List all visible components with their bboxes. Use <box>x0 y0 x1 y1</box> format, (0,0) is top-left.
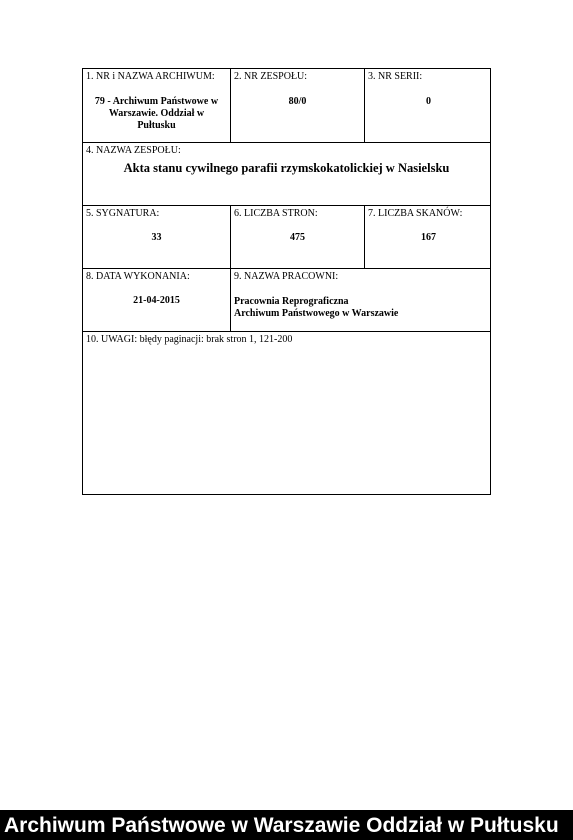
row-archive <box>83 69 490 143</box>
footer-banner <box>0 810 573 840</box>
fond-number-label: 2. NR ZESPOŁU: <box>234 71 308 82</box>
cell-signature <box>83 206 231 268</box>
signature-label: 5. SYGNATURA: <box>86 208 160 219</box>
metadata-card <box>82 68 491 495</box>
cell-archive <box>83 69 231 142</box>
archive-label: 1. NR i NAZWA ARCHIWUM: <box>86 71 215 82</box>
workshop-label: 9. NAZWA PRACOWNI: <box>234 271 339 282</box>
notes-value: błędy paginacji: brak stron 1, 121-200 <box>139 334 293 345</box>
fond-number-value: 80/0 <box>288 96 307 107</box>
cell-workshop <box>231 269 492 331</box>
notes-label: 10. UWAGI: <box>86 334 138 345</box>
row-date <box>83 269 490 332</box>
notes-text <box>86 334 292 345</box>
date-label: 8. DATA WYKONANIA: <box>86 271 190 282</box>
footer-text: Archiwum Państwowe w Warszawie Oddział w Pułtusku <box>4 814 559 837</box>
series-number-value: 0 <box>426 96 431 107</box>
row-notes <box>83 332 490 494</box>
series-number-label: 3. NR SERII: <box>368 71 423 82</box>
signature-value: 33 <box>151 232 162 243</box>
cell-fond-number <box>231 69 365 142</box>
workshop-value-line2: Archiwum Państwowego w Warszawie <box>234 308 399 319</box>
row-signature <box>83 206 490 269</box>
page-count-value: 475 <box>290 232 305 243</box>
cell-date <box>83 269 231 331</box>
archive-value: 79 - Archiwum Państwowe w Warszawie. Oddział w Pułtusku <box>94 96 219 131</box>
cell-page-count <box>231 206 365 268</box>
cell-scan-count <box>365 206 492 268</box>
workshop-value-line1: Pracownia Reprograficzna <box>234 296 349 307</box>
fond-name-label: 4. NAZWA ZESPOŁU: <box>86 145 181 156</box>
cell-series-number <box>365 69 492 142</box>
date-value: 21-04-2015 <box>133 295 180 306</box>
row-fond-name <box>83 143 490 206</box>
page-count-label: 6. LICZBA STRON: <box>234 208 318 219</box>
scan-count-label: 7. LICZBA SKANÓW: <box>368 208 463 219</box>
fond-name-value: Akta stanu cywilnego parafii rzymskokatolickiej w Nasielsku <box>123 161 450 175</box>
scan-count-value: 167 <box>421 232 436 243</box>
